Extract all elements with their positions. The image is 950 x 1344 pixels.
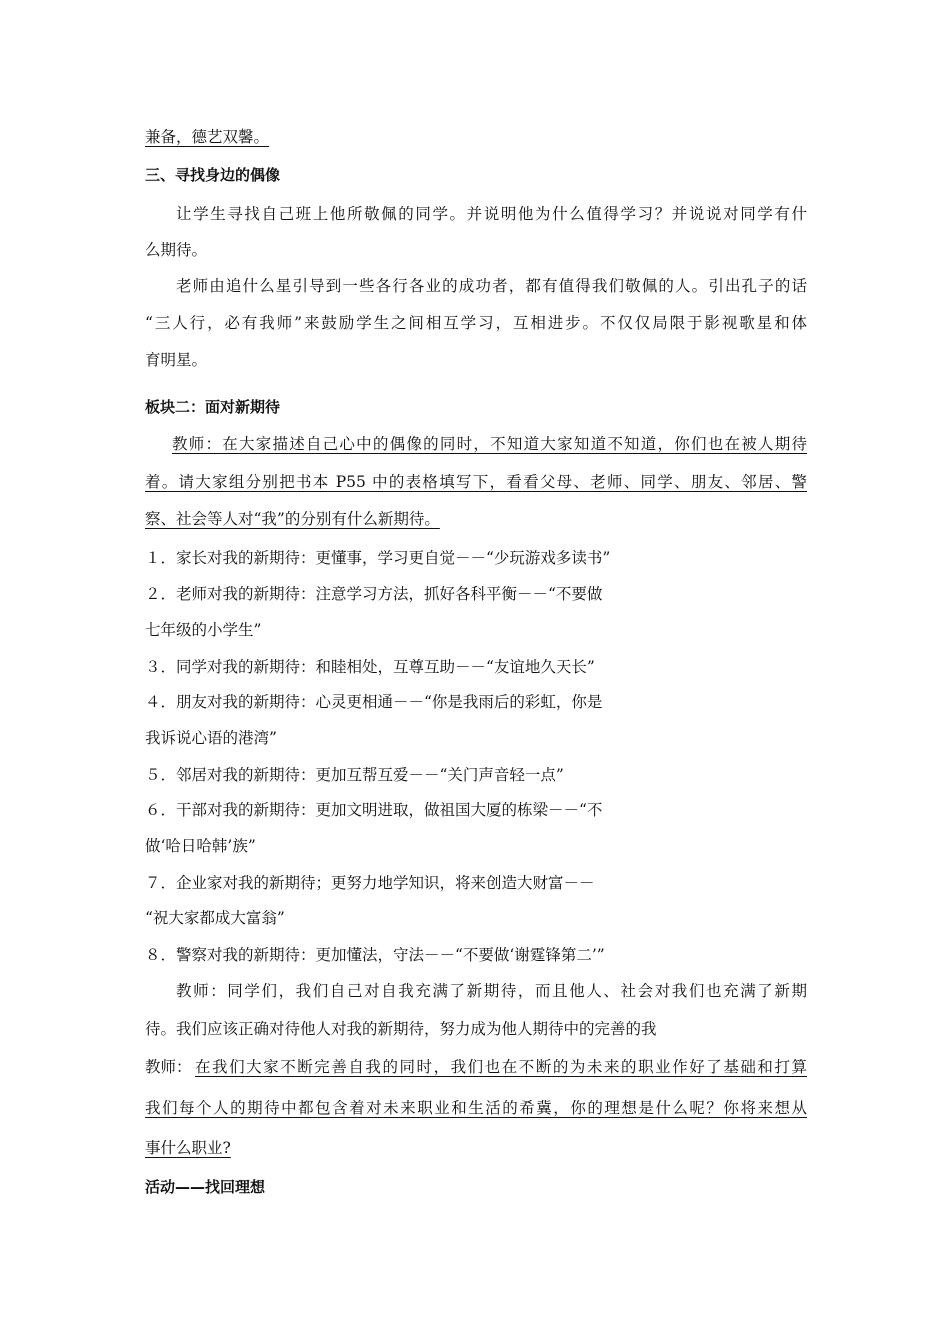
list-item: ４．朋友对我的新期待：心灵更相通－－“你是我雨后的彩虹，你是: [145, 693, 603, 711]
text-line: 待。我们应该正确对待他人对我的新期待，努力成为他人期待中的完善的我: [145, 1020, 657, 1038]
text-line: 兼备，德艺双馨。: [145, 128, 270, 146]
text-line: 在我们大家不断完善自我的同时，我们也在不断的为未来的职业作好了基础和打算: [195, 1058, 807, 1076]
list-item: ２．老师对我的新期待：注意学习方法，抓好各科平衡－－“不要做: [145, 585, 603, 603]
text-line: 着。请大家组分别把书本 P55 中的表格填写下，看看父母、老师、同学、朋友、邻居、警: [145, 473, 807, 491]
section-heading: 三、寻找身边的偶像: [145, 166, 281, 184]
text-line: 教师：在大家描述自己心中的偶像的同时，不知道大家知道不知道，你们也在被人期待: [172, 435, 807, 453]
text-line: 察、社会等人对“我”的分别有什么新期待。: [145, 510, 440, 528]
list-item: ８．警察对我的新期待：更加懂法，守法－－“不要做‘谢霆锋第二’”: [145, 946, 605, 964]
list-item: ７．企业家对我的新期待；更努力地学知识，将来创造大财富－－: [145, 874, 595, 892]
list-item: ６．干部对我的新期待：更加文明进取，做祖国大厦的栋梁－－“不: [145, 801, 603, 819]
text-line: 教师：同学们，我们自己对自我充满了新期待，而且他人、社会对我们也充满了新期: [176, 982, 807, 1000]
list-item: １．家长对我的新期待：更懂事，学习更自觉－－“少玩游戏多读书”: [145, 549, 611, 567]
list-item: ３．同学对我的新期待：和睦相处，互尊互助－－“友谊地久天长”: [145, 658, 595, 676]
section-heading: 活动——找回理想: [145, 1178, 266, 1196]
text-line: 么期待。: [145, 241, 208, 259]
text-line: “三人行，必有我师”来鼓励学生之间相互学习，互相进步。不仅仅局限于影视歌星和体: [145, 314, 807, 332]
text-line: 我们每个人的期待中都包含着对未来职业和生活的希冀，你的理想是什么呢？你将来想从: [145, 1099, 807, 1117]
list-item: ５．邻居对我的新期待：更加互帮互爱－－“关门声音轻一点”: [145, 766, 564, 784]
text-line-prefix: 教师：: [145, 1058, 192, 1076]
text-line: 事什么职业?: [145, 1139, 231, 1157]
section-heading: 板块二：面对新期待: [145, 398, 281, 416]
list-item-continuation: 我诉说心语的港湾”: [145, 729, 277, 747]
text-line: 让学生寻找自己班上他所敬佩的同学。并说明他为什么值得学习？并说说对同学有什: [176, 205, 807, 223]
list-item-continuation: 七年级的小学生”: [145, 621, 262, 639]
text-line: 育明星。: [145, 351, 208, 369]
text-line: 老师由追什么星引导到一些各行各业的成功者，都有值得我们敬佩的人。引出孔子的话: [176, 277, 807, 295]
list-item-continuation: “祝大家都成大富翁”: [145, 909, 285, 927]
list-item-continuation: 做‘哈日哈韩’族”: [145, 837, 256, 855]
